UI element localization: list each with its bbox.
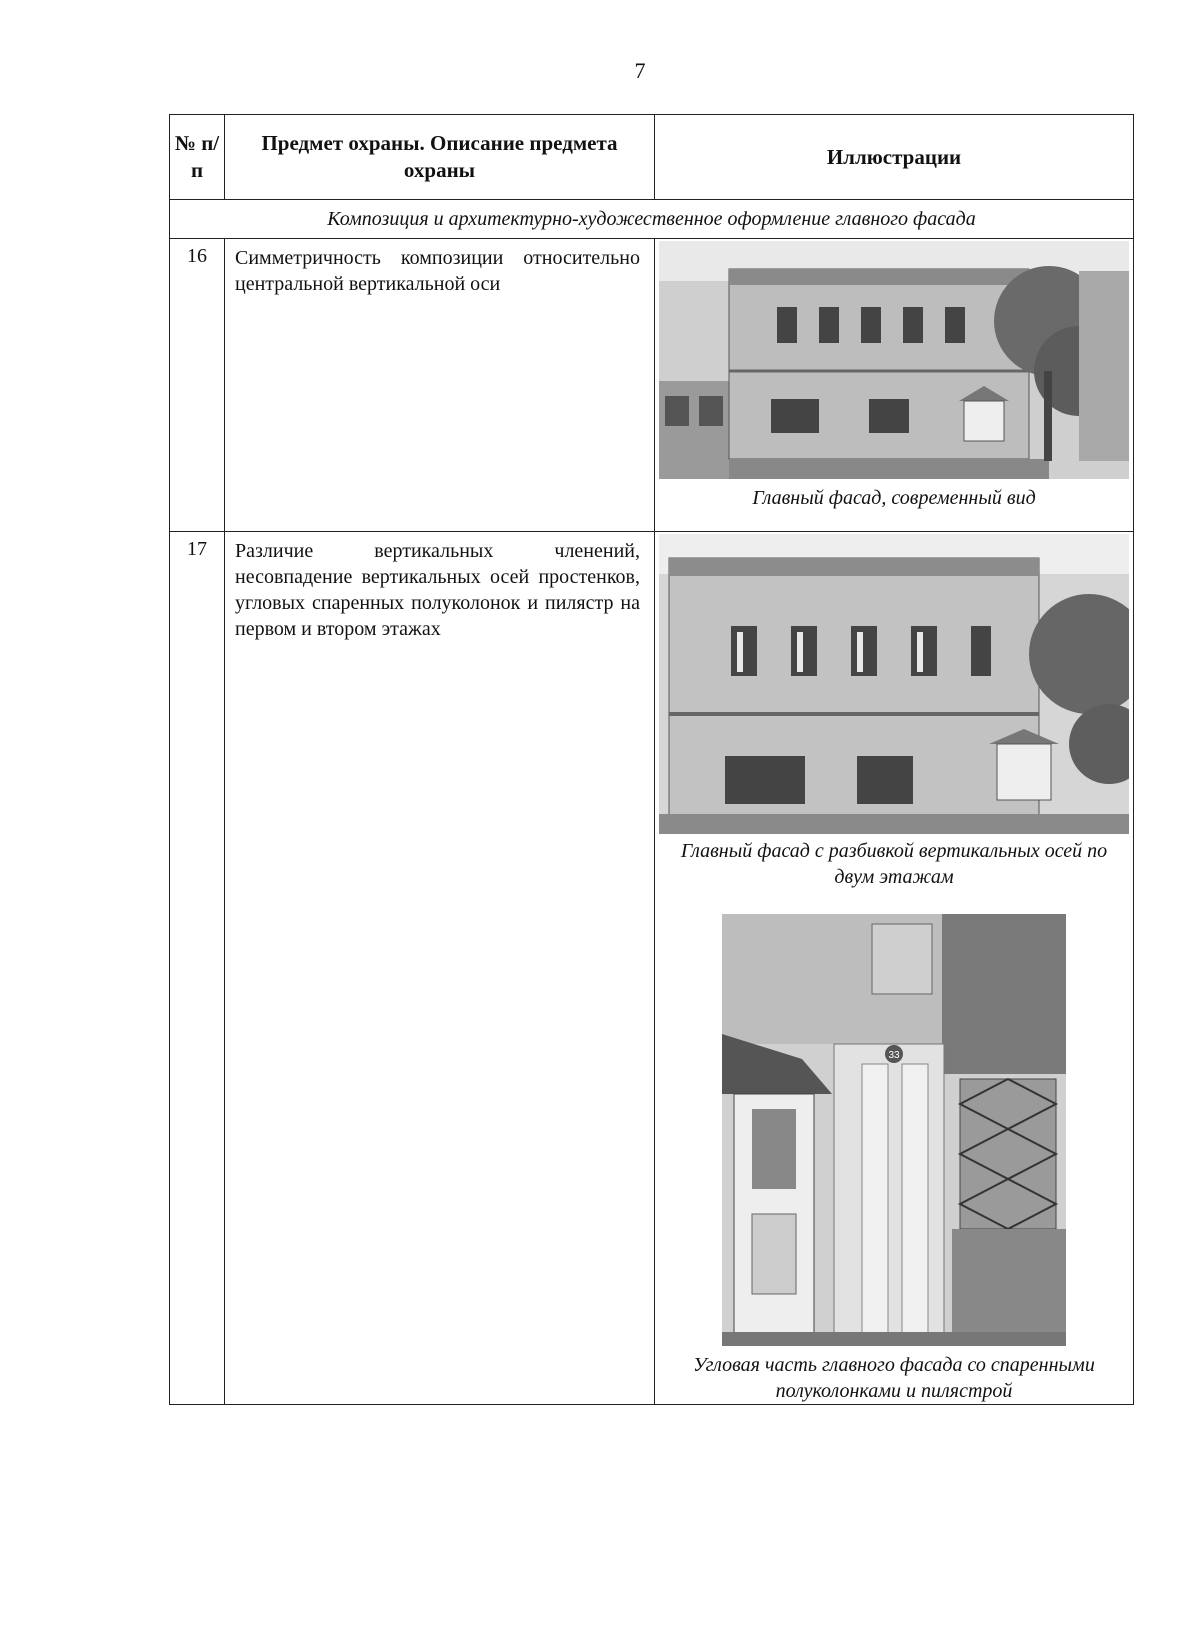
table-header-row xyxy=(170,115,1134,200)
row-illustrations xyxy=(655,532,1134,1405)
section-row xyxy=(170,200,1134,239)
row-number: 17 xyxy=(170,532,225,1405)
photo-caption: Главный фасад с разбивкой вертикальных осей по двум этажам xyxy=(680,840,1108,888)
section-title: Композиция и архитектурно-художественное оформление главного фасада xyxy=(170,200,1134,239)
header-subject: Предмет охраны. Описание предмета охраны xyxy=(225,115,655,200)
row-number: 16 xyxy=(170,239,225,532)
header-illustrations: Иллюстрации xyxy=(655,115,1134,200)
facade-photo xyxy=(659,241,1129,479)
row-description: Различие вертикальных членений, несовпадение вертикальных осей простенков, угловых спаренных полуколонок и пилястр на первом и втором этажах xyxy=(225,532,655,1405)
photo-caption: Угловая часть главного фасада со спаренными полуколонками и пилястрой xyxy=(693,1354,1095,1402)
protection-table xyxy=(169,114,1134,1405)
photo-caption: Главный фасад, современный вид xyxy=(752,487,1036,509)
page-number: 7 xyxy=(634,58,646,83)
table-row xyxy=(170,239,1134,532)
header-number: № п/п xyxy=(170,115,225,200)
facade-axes-photo xyxy=(659,534,1129,834)
row-illustrations xyxy=(655,239,1134,532)
table-row xyxy=(170,532,1134,1405)
house-number-sign: 33 xyxy=(888,1050,900,1061)
corner-photo xyxy=(722,914,1066,1346)
row-description: Симметричность композиции относительно центральной вертикальной оси xyxy=(225,239,655,532)
